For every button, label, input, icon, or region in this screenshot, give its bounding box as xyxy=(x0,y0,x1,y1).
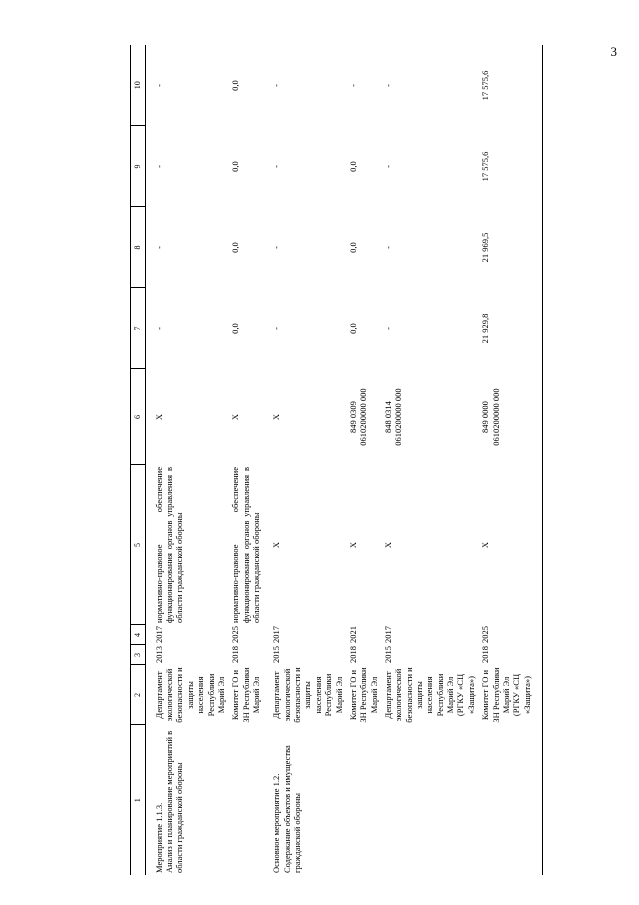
table-cell-col-9: 0,0 xyxy=(230,161,241,172)
table-cell-col-8: - xyxy=(382,246,393,249)
table-cell-col-4: 2017 xyxy=(271,626,282,643)
table-cell-col-7: 0,0 xyxy=(230,323,241,334)
table-cell-col-3: 2015 xyxy=(382,646,393,663)
table-cell-col-4: 2021 xyxy=(347,626,358,643)
table-cell-col-4: 2025 xyxy=(230,626,241,643)
table-cell-col-3: 2018 xyxy=(230,646,241,663)
table-cell-col-3: 2015 xyxy=(271,646,282,663)
table-row xyxy=(263,45,346,875)
table-cell-col-2: Комитет ГО и ЗН Республики Марий Эл xyxy=(230,667,261,723)
table-cell-col-10: - xyxy=(271,84,282,87)
table-cell-col-2: Комитет ГО и ЗН Республики Марий Эл xyxy=(347,667,379,723)
table-cell-col-7: - xyxy=(382,327,393,330)
table-cell-col-5: нормативно-правовое обеспечение функционирования органов управления в области гражданской обороны xyxy=(230,467,261,623)
page-number: 3 xyxy=(610,44,617,59)
column-header: 5 xyxy=(131,465,146,625)
column-number-row xyxy=(131,45,146,875)
table-cell-col-3: 2018 xyxy=(347,646,358,663)
table-cell-col-6: Х xyxy=(153,413,164,421)
table-cell-col-2: Департамент экологической безопасности и защиты населения Республики Марий Эл xyxy=(153,667,226,723)
table-cell-col-2: Комитет ГО и ЗН Республики Марий Эл (РГКУ «СЦ «Защита») xyxy=(478,665,542,725)
table-cell-col-6: Х xyxy=(230,413,241,421)
table-cell-col-2: Департамент экологической безопасности и защиты населения Республики Марий Эл (РГКУ «СЦ «Защита») xyxy=(382,667,476,723)
rotated-table-container xyxy=(130,45,610,875)
table-cell-col-10: 0,0 xyxy=(230,80,241,91)
table-cell-col-5: Х xyxy=(478,465,542,625)
table-cell-col-10: - xyxy=(347,84,358,87)
column-header: 9 xyxy=(131,126,146,207)
table-cell-col-6: 849 0000 0610200000 000 xyxy=(478,369,542,465)
table-cell-col-8: 0,0 xyxy=(347,242,358,253)
table-cell-col-1 xyxy=(228,725,263,875)
table-cell-col-1: Основное мероприятие 1.2. Содержание объектов и имущества гражданской обороны xyxy=(271,745,303,873)
program-activities-table xyxy=(130,45,543,875)
table-cell-col-6: Х xyxy=(271,413,282,421)
column-header: 4 xyxy=(131,625,146,645)
table-cell-col-5: Х xyxy=(347,541,358,549)
table-cell-col-5: Х xyxy=(382,541,393,549)
table-cell-col-1 xyxy=(346,725,381,875)
table-cell-col-4: 2017 xyxy=(153,626,164,643)
table-cell-col-2: Департамент экологической безопасности и защиты населения Республики Марий Эл xyxy=(271,667,344,723)
table-cell-col-8: 0,0 xyxy=(230,242,241,253)
table-row xyxy=(145,45,228,875)
table-cell-col-4: 2017 xyxy=(382,626,393,643)
column-header: 2 xyxy=(131,665,146,725)
column-header: 10 xyxy=(131,45,146,126)
table-cell-col-6: 849 0309 0610200000 000 xyxy=(347,388,369,446)
table-cell-col-8: - xyxy=(153,246,164,249)
table-cell-col-7: 0,0 xyxy=(347,323,358,334)
table-cell-col-8: 21 969,5 xyxy=(478,207,542,288)
table-cell-col-6: 848 0314 0610200000 000 xyxy=(382,388,404,446)
table-row xyxy=(478,45,542,875)
column-header: 8 xyxy=(131,207,146,288)
table-cell-col-7: 21 929,8 xyxy=(478,288,542,369)
table-cell-col-7: - xyxy=(271,327,282,330)
table-cell-col-9: - xyxy=(382,165,393,168)
table-cell-col-3: 2018 xyxy=(478,645,542,665)
column-header: 1 xyxy=(131,725,146,875)
table-cell-col-8: - xyxy=(271,246,282,249)
table-row xyxy=(381,45,478,875)
table-cell-col-1 xyxy=(381,725,478,875)
table-cell-col-1: Мероприятие 1.1.3. Анализ и планирование мероприятий в области гражданской обороны xyxy=(153,730,185,873)
table-body xyxy=(145,45,542,875)
table-cell-col-10: - xyxy=(153,84,164,87)
table-cell-col-9: - xyxy=(153,165,164,168)
table-cell-col-9: 0,0 xyxy=(347,161,358,172)
table-cell-col-3: 2013 xyxy=(153,646,164,663)
column-header: 6 xyxy=(131,369,146,465)
table-cell-col-10: 17 575,6 xyxy=(478,45,542,126)
table-cell-col-5: Х xyxy=(271,541,282,549)
table-row xyxy=(346,45,381,875)
table-cell-col-9: 17 575,6 xyxy=(478,126,542,207)
table-row xyxy=(228,45,263,875)
table-cell-col-1 xyxy=(478,725,542,875)
table-cell-col-7: - xyxy=(153,327,164,330)
table-cell-col-5: нормативно-правовое обеспечение функционирования органов управления в области гражданской обороны xyxy=(153,467,185,623)
column-header: 3 xyxy=(131,645,146,665)
table-cell-col-4: 2025 xyxy=(478,625,542,645)
column-header: 7 xyxy=(131,288,146,369)
table-cell-col-9: - xyxy=(271,165,282,168)
table-cell-col-10: - xyxy=(382,84,393,87)
